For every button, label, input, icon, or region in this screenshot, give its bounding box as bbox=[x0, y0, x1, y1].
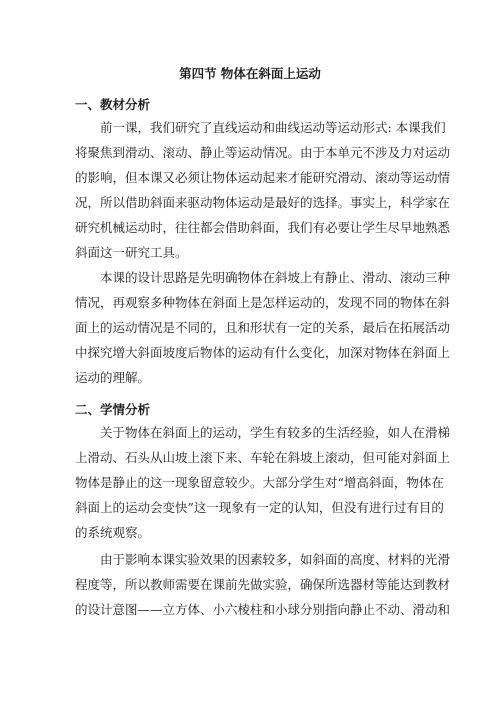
paragraph-line: 情况，再观察多种物体在斜面上是怎样运动的，发现不同的物体在斜 bbox=[75, 295, 451, 310]
section-title: 第四节 物体在斜面上运动 bbox=[179, 66, 321, 81]
paragraph-line: 的设计意图——立方体、小六棱柱和小球分别指向静止不动、滑动和 bbox=[75, 602, 451, 617]
paragraph-line: 将聚焦到滑动、滚动、静止等运动情况。由于本单元不涉及力对运动 bbox=[75, 145, 451, 160]
heading-learner-analysis: 二、学情分析 bbox=[75, 402, 151, 417]
paragraph-line: 运动的理解。 bbox=[75, 370, 151, 385]
paragraph-line: 关于物体在斜面上的运动，学生有较多的生活经验，如人在滑梯 bbox=[100, 425, 451, 440]
paragraph-line: 研究机械运动时，往往都会借助斜面，我们有必要让学生尽早地熟悉 bbox=[75, 220, 451, 235]
paragraph-line: 本课的设计思路是先明确物体在斜坡上有静止、滑动、滚动三种 bbox=[100, 270, 451, 285]
paragraph-line: 斜面这一研究工具。 bbox=[75, 245, 188, 260]
paragraph-line: 斜面上的运动会变快”这一现象有一定的认知，但没有进行过有目的 bbox=[75, 500, 444, 515]
paragraph-line: 上滑动、石头从山坡上滚下来、车轮在斜坡上滚动，但可能对斜面上 bbox=[75, 450, 451, 465]
paragraph-line: 程度等，所以教师需要在课前先做实验，确保所选器材等能达到教材 bbox=[75, 577, 451, 592]
paragraph-line: 况，所以借助斜面来驱动物体运动是最好的选择。事实上，科学家在 bbox=[75, 195, 451, 210]
paragraph-line: 中探究增大斜面坡度后物体的运动有什么变化，加深对物体在斜面上 bbox=[75, 345, 451, 360]
paragraph-line: 物体是静止的这一现象留意较少。大部分学生对“增高斜面，物体在 bbox=[75, 475, 444, 490]
paragraph-line: 的系统观察。 bbox=[75, 525, 151, 540]
paragraph-line: 的影响，但本课又必须让物体运动起来才能研究滑动、滚动等运动情 bbox=[75, 170, 451, 185]
heading-textbook-analysis: 一、教材分析 bbox=[75, 97, 151, 112]
paragraph-line: 面上的运动情况是不同的，且和形状有一定的关系，最后在拓展活动 bbox=[75, 320, 451, 335]
paragraph-line: 由于影响本课实验效果的因素较多，如斜面的高度、材料的光滑 bbox=[100, 552, 451, 567]
paragraph-line: 前一课，我们研究了直线运动和曲线运动等运动形式: 本课我们 bbox=[100, 120, 446, 135]
